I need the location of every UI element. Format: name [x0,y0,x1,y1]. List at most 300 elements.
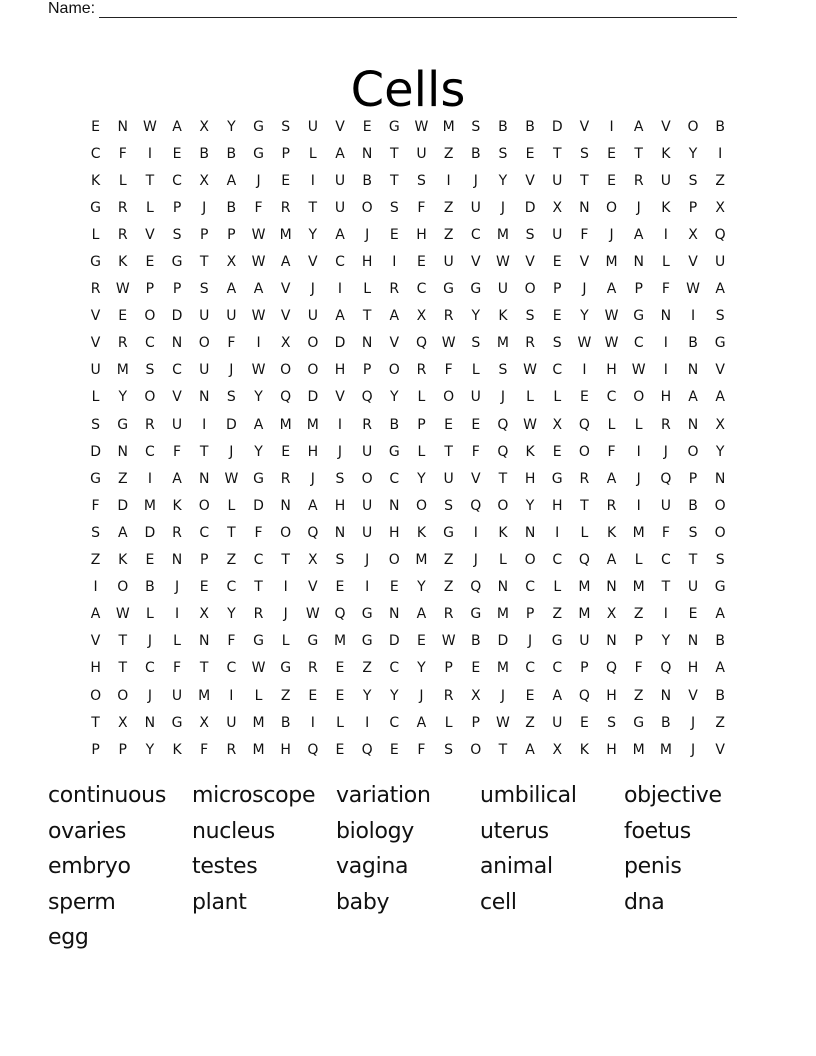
grid-cell[interactable]: B [525,118,535,135]
grid-cell[interactable]: X [117,714,128,731]
grid-cell[interactable]: Z [280,687,291,704]
grid-cell[interactable]: Q [578,687,590,704]
grid-cell[interactable]: C [199,524,210,541]
grid-cell[interactable]: F [227,335,236,352]
grid-cell[interactable]: C [145,660,155,677]
grid-cell[interactable]: G [443,524,455,541]
grid-cell[interactable]: C [552,660,563,677]
grid-cell[interactable]: N [117,443,128,460]
grid-cell[interactable]: G [551,633,563,650]
grid-cell[interactable]: P [172,281,182,298]
grid-cell[interactable]: W [251,226,266,243]
grid-cell[interactable]: S [715,308,725,325]
grid-cell[interactable]: F [417,741,426,758]
grid-cell[interactable]: T [661,579,671,596]
grid-cell[interactable]: T [498,741,508,758]
grid-cell[interactable]: E [389,579,399,596]
grid-cell[interactable]: N [198,633,210,650]
grid-cell[interactable]: W [604,308,619,325]
grid-cell[interactable]: E [471,660,481,677]
grid-cell[interactable]: O [633,389,645,406]
grid-cell[interactable]: E [552,308,562,325]
grid-cell[interactable]: W [142,118,157,135]
grid-cell[interactable]: I [663,362,668,379]
grid-cell[interactable]: J [202,199,207,216]
grid-cell[interactable]: G [361,606,373,623]
grid-cell[interactable]: I [718,145,723,162]
grid-cell[interactable]: T [688,552,698,569]
grid-cell[interactable]: I [147,470,152,487]
grid-cell[interactable]: E [335,687,345,704]
grid-cell[interactable]: A [416,606,427,623]
grid-cell[interactable]: O [117,687,129,704]
grid-cell[interactable]: S [91,524,101,541]
grid-cell[interactable]: H [606,362,617,379]
grid-cell[interactable]: E [579,714,589,731]
grid-cell[interactable]: Z [443,579,454,596]
grid-cell[interactable]: S [389,199,399,216]
grid-cell[interactable]: D [551,118,563,135]
grid-cell[interactable]: Q [578,416,590,433]
grid-cell[interactable]: L [634,416,643,433]
grid-cell[interactable]: V [90,633,101,650]
name-field[interactable] [48,0,737,18]
grid-cell[interactable]: U [552,172,563,189]
grid-cell[interactable]: V [579,254,590,271]
grid-cell[interactable]: P [471,714,480,731]
grid-cell[interactable]: M [632,524,645,541]
grid-cell[interactable]: R [525,335,535,352]
grid-cell[interactable]: N [687,633,699,650]
grid-cell[interactable]: B [470,145,481,162]
grid-cell[interactable]: G [90,254,101,271]
grid-cell[interactable]: C [525,579,535,596]
grid-cell[interactable]: A [715,606,725,623]
grid-cell[interactable]: E [281,443,291,460]
grid-cell[interactable]: T [254,579,263,596]
grid-cell[interactable]: D [90,443,101,460]
grid-cell[interactable]: C [335,254,345,271]
grid-cell[interactable]: G [388,118,400,135]
grid-cell[interactable]: G [633,714,645,731]
grid-cell[interactable]: W [305,606,320,623]
grid-cell[interactable]: Q [470,497,482,514]
grid-cell[interactable]: G [253,633,264,650]
grid-cell[interactable]: N [198,389,210,406]
grid-cell[interactable]: I [147,145,152,162]
grid-cell[interactable]: E [417,633,426,650]
grid-cell[interactable]: N [497,579,509,596]
grid-cell[interactable]: P [91,741,100,758]
grid-cell[interactable]: O [443,389,455,406]
grid-cell[interactable]: J [636,199,641,216]
grid-cell[interactable]: I [256,335,261,352]
grid-cell[interactable]: D [117,497,129,514]
grid-cell[interactable]: B [389,416,400,433]
grid-cell[interactable]: G [253,470,264,487]
grid-cell[interactable]: U [660,497,671,514]
grid-cell[interactable]: L [254,687,263,704]
grid-cell[interactable]: N [633,254,644,271]
grid-cell[interactable]: T [199,254,209,271]
grid-cell[interactable]: Q [497,443,509,460]
name-underline[interactable] [99,3,737,18]
grid-cell[interactable]: O [687,118,699,135]
grid-cell[interactable]: P [199,552,209,569]
grid-cell[interactable]: X [606,606,617,623]
grid-cell[interactable]: O [388,362,400,379]
grid-cell[interactable]: R [443,687,454,704]
grid-cell[interactable]: U [171,416,183,433]
grid-cell[interactable]: W [577,335,592,352]
grid-cell[interactable]: J [310,281,315,298]
grid-cell[interactable]: N [361,145,373,162]
grid-cell[interactable]: Q [280,389,292,406]
grid-cell[interactable]: L [634,552,643,569]
grid-cell[interactable]: C [552,362,563,379]
grid-cell[interactable]: A [525,741,535,758]
grid-cell[interactable]: A [226,281,237,298]
grid-cell[interactable]: H [606,741,617,758]
grid-cell[interactable]: M [252,741,265,758]
grid-cell[interactable]: Q [307,741,319,758]
grid-cell[interactable]: X [199,118,209,135]
grid-cell[interactable]: W [604,335,619,352]
grid-cell[interactable]: E [199,579,209,596]
grid-cell[interactable]: L [336,714,344,731]
grid-cell[interactable]: P [634,281,643,298]
grid-cell[interactable]: V [470,254,481,271]
grid-cell[interactable]: J [283,606,288,623]
grid-cell[interactable]: K [579,741,589,758]
grid-cell[interactable]: C [145,335,155,352]
grid-cell[interactable]: Y [390,389,399,406]
grid-cell[interactable]: N [389,606,400,623]
grid-cell[interactable]: K [498,308,508,325]
grid-cell[interactable]: I [174,606,180,623]
grid-cell[interactable]: E [525,687,535,704]
grid-cell[interactable]: S [199,281,209,298]
grid-cell[interactable]: Q [361,741,373,758]
grid-cell[interactable]: N [524,524,536,541]
grid-cell[interactable]: B [715,687,725,704]
grid-cell[interactable]: Q [606,660,618,677]
grid-cell[interactable]: S [688,172,698,189]
grid-cell[interactable]: Z [443,199,454,216]
grid-cell[interactable]: F [173,660,182,677]
grid-cell[interactable]: Q [470,579,482,596]
grid-cell[interactable]: Z [443,145,454,162]
grid-cell[interactable]: R [117,335,128,352]
grid-cell[interactable]: C [470,226,481,243]
grid-cell[interactable]: S [226,389,236,406]
grid-cell[interactable]: Q [578,552,590,569]
grid-cell[interactable]: K [416,524,427,541]
grid-cell[interactable]: F [634,660,643,677]
grid-cell[interactable]: F [661,281,670,298]
grid-cell[interactable]: J [337,443,343,460]
grid-cell[interactable]: J [582,281,587,298]
grid-cell[interactable]: Y [498,172,508,189]
grid-cell[interactable]: V [470,470,481,487]
grid-cell[interactable]: O [361,199,373,216]
grid-cell[interactable]: D [225,416,237,433]
grid-cell[interactable]: E [417,254,426,271]
grid-cell[interactable]: C [552,552,563,569]
grid-cell[interactable]: E [389,741,399,758]
grid-cell[interactable]: H [416,226,427,243]
grid-cell[interactable]: J [365,552,370,569]
grid-cell[interactable]: Y [118,389,128,406]
grid-cell[interactable]: W [115,606,130,623]
grid-cell[interactable]: E [525,145,535,162]
grid-cell[interactable]: J [528,633,533,650]
grid-cell[interactable]: R [280,199,291,216]
grid-cell[interactable]: P [634,633,643,650]
grid-cell[interactable]: I [392,254,397,271]
grid-cell[interactable]: M [496,660,509,677]
grid-cell[interactable]: W [251,254,266,271]
grid-cell[interactable]: I [636,443,641,460]
grid-cell[interactable]: J [419,687,424,704]
grid-cell[interactable]: W [496,714,510,731]
grid-cell[interactable]: H [389,524,400,541]
grid-cell[interactable]: O [714,524,726,541]
grid-cell[interactable]: L [553,389,562,406]
grid-cell[interactable]: Z [633,687,644,704]
grid-cell[interactable]: A [172,470,182,487]
grid-cell[interactable]: R [660,416,671,433]
grid-cell[interactable]: V [172,389,182,406]
grid-cell[interactable]: M [578,579,591,596]
grid-cell[interactable]: Q [307,524,319,541]
grid-cell[interactable]: U [307,308,318,325]
grid-cell[interactable]: U [334,172,346,189]
grid-cell[interactable]: N [171,335,183,352]
grid-cell[interactable]: J [147,687,152,704]
grid-cell[interactable]: G [171,254,183,271]
grid-cell[interactable]: I [93,579,98,596]
grid-cell[interactable]: N [198,470,210,487]
grid-cell[interactable]: I [310,172,315,189]
grid-cell[interactable]: X [199,714,209,731]
grid-cell[interactable]: F [607,443,616,460]
grid-cell[interactable]: C [416,281,427,298]
grid-cell[interactable]: K [118,552,128,569]
grid-cell[interactable]: U [90,362,101,379]
grid-cell[interactable]: T [308,199,318,216]
grid-cell[interactable]: J [229,362,234,379]
grid-cell[interactable]: M [442,118,455,135]
grid-cell[interactable]: C [90,145,101,162]
grid-cell[interactable]: X [470,687,481,704]
grid-cell[interactable]: P [281,145,290,162]
grid-cell[interactable]: X [226,254,237,271]
grid-cell[interactable]: O [198,497,210,514]
grid-cell[interactable]: L [417,443,426,460]
grid-cell[interactable]: F [200,741,209,758]
grid-cell[interactable]: B [280,714,291,731]
grid-cell[interactable]: P [688,199,698,216]
grid-cell[interactable]: K [118,254,128,271]
grid-cell[interactable]: R [280,470,291,487]
grid-cell[interactable]: J [500,389,505,406]
grid-cell[interactable]: S [525,308,535,325]
grid-cell[interactable]: Z [715,714,725,731]
grid-cell[interactable]: S [715,552,725,569]
grid-cell[interactable]: H [334,497,346,514]
grid-cell[interactable]: Q [497,416,509,433]
grid-cell[interactable]: D [144,524,156,541]
grid-cell[interactable]: M [415,552,428,569]
grid-cell[interactable]: I [555,524,560,541]
grid-cell[interactable]: T [199,660,209,677]
grid-cell[interactable]: N [660,687,672,704]
grid-cell[interactable]: D [171,308,183,325]
grid-cell[interactable]: A [335,145,345,162]
grid-cell[interactable]: P [553,281,562,298]
grid-cell[interactable]: G [253,118,264,135]
grid-cell[interactable]: E [308,687,318,704]
grid-cell[interactable]: B [226,145,237,162]
grid-cell[interactable]: L [91,389,100,406]
grid-cell[interactable]: O [307,335,319,352]
grid-cell[interactable]: D [497,633,509,650]
grid-cell[interactable]: A [226,172,237,189]
grid-cell[interactable]: J [636,470,641,487]
grid-cell[interactable]: H [660,389,672,406]
grid-cell[interactable]: S [335,470,345,487]
grid-cell[interactable]: J [365,226,370,243]
grid-cell[interactable]: I [609,118,614,135]
grid-cell[interactable]: S [498,362,508,379]
grid-cell[interactable]: X [715,416,725,433]
grid-cell[interactable]: T [227,524,236,541]
grid-cell[interactable]: R [633,172,644,189]
grid-cell[interactable]: E [145,552,155,569]
grid-cell[interactable]: U [552,714,563,731]
grid-cell[interactable]: O [606,199,618,216]
grid-cell[interactable]: L [661,254,670,271]
grid-cell[interactable]: M [632,579,645,596]
grid-cell[interactable]: N [606,633,617,650]
grid-cell[interactable]: O [524,281,536,298]
grid-cell[interactable]: V [145,226,155,243]
grid-cell[interactable]: G [633,308,645,325]
grid-cell[interactable]: A [606,470,617,487]
grid-cell[interactable]: U [171,687,183,704]
grid-cell[interactable]: T [498,470,508,487]
grid-cell[interactable]: M [252,714,265,731]
grid-cell[interactable]: A [280,254,291,271]
grid-cell[interactable]: M [279,416,292,433]
grid-cell[interactable]: O [415,497,427,514]
grid-cell[interactable]: G [714,335,726,352]
grid-cell[interactable]: E [552,443,562,460]
grid-cell[interactable]: M [496,335,509,352]
grid-cell[interactable]: S [607,714,616,731]
grid-cell[interactable]: O [388,552,400,569]
grid-cell[interactable]: N [714,470,726,487]
grid-cell[interactable]: L [118,172,127,189]
grid-cell[interactable]: U [362,497,373,514]
grid-cell[interactable]: X [308,552,318,569]
grid-cell[interactable]: Y [688,145,698,162]
grid-cell[interactable]: U [497,281,509,298]
grid-cell[interactable]: G [470,606,482,623]
grid-cell[interactable]: F [173,443,182,460]
grid-cell[interactable]: X [416,308,427,325]
grid-cell[interactable]: F [417,199,426,216]
grid-cell[interactable]: I [365,714,370,731]
grid-cell[interactable]: J [663,443,668,460]
grid-cell[interactable]: R [362,416,372,433]
grid-cell[interactable]: I [663,606,668,623]
grid-cell[interactable]: E [579,389,589,406]
grid-cell[interactable]: R [606,497,617,514]
grid-cell[interactable]: O [144,389,156,406]
grid-cell[interactable]: M [116,362,129,379]
grid-cell[interactable]: Y [308,226,318,243]
grid-cell[interactable]: G [90,470,101,487]
grid-cell[interactable]: B [199,145,209,162]
grid-cell[interactable]: W [523,416,537,433]
grid-cell[interactable]: P [688,470,698,487]
grid-cell[interactable]: D [388,633,400,650]
grid-cell[interactable]: U [199,308,210,325]
grid-cell[interactable]: V [335,118,345,135]
grid-cell[interactable]: G [443,281,455,298]
grid-cell[interactable]: H [687,660,699,677]
grid-cell[interactable]: C [660,552,671,569]
grid-cell[interactable]: V [280,281,291,298]
grid-cell[interactable]: V [688,254,698,271]
grid-cell[interactable]: Y [525,497,535,514]
grid-cell[interactable]: R [90,281,101,298]
grid-cell[interactable]: Y [390,687,399,704]
grid-cell[interactable]: W [686,281,700,298]
grid-cell[interactable]: Y [362,687,372,704]
grid-cell[interactable]: K [172,741,182,758]
grid-cell[interactable]: A [606,552,617,569]
grid-cell[interactable]: I [365,579,370,596]
grid-cell[interactable]: M [306,416,319,433]
grid-cell[interactable]: P [580,660,589,677]
grid-cell[interactable]: C [633,335,644,352]
grid-cell[interactable]: U [660,172,671,189]
grid-cell[interactable]: L [580,524,589,541]
grid-cell[interactable]: I [446,172,451,189]
grid-cell[interactable]: U [443,254,454,271]
grid-cell[interactable]: Q [714,226,726,243]
grid-cell[interactable]: L [173,633,181,650]
grid-cell[interactable]: U [226,308,237,325]
grid-cell[interactable]: L [227,497,236,514]
grid-cell[interactable]: T [444,443,453,460]
grid-cell[interactable]: S [172,226,182,243]
grid-cell[interactable]: A [633,226,644,243]
grid-cell[interactable]: V [688,687,698,704]
grid-cell[interactable]: A [172,118,182,135]
grid-cell[interactable]: P [118,741,127,758]
grid-cell[interactable]: A [688,389,698,406]
grid-cell[interactable]: J [690,714,696,731]
grid-cell[interactable]: F [580,226,589,243]
grid-cell[interactable]: I [473,524,478,541]
grid-cell[interactable]: O [144,308,156,325]
grid-cell[interactable]: O [117,579,129,596]
grid-cell[interactable]: T [145,172,155,189]
